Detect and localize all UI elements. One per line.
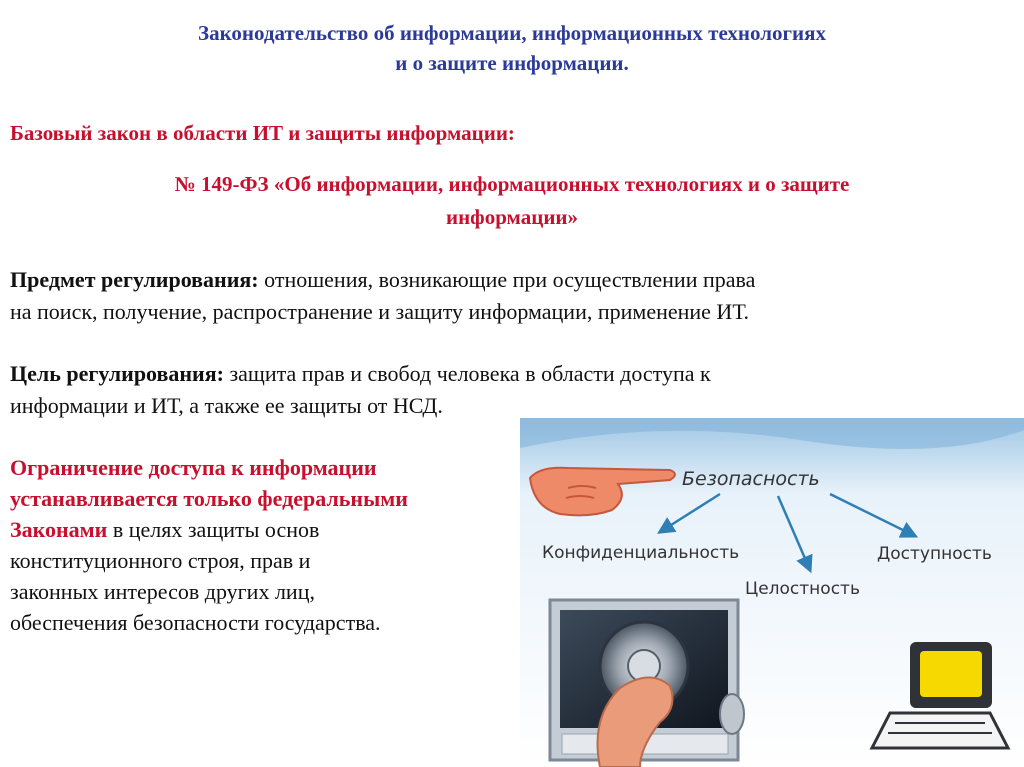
goal-text-1: защита прав и свобод человека в области доступа к [223, 361, 711, 386]
subject-paragraph [10, 264, 1010, 328]
restriction-line-3-rest: в целях защиты основ [107, 517, 320, 542]
law-number-line-1: № 149-ФЗ «Об информации, информационных технологиях и о защите [174, 172, 850, 196]
restriction-line-3 [10, 514, 525, 545]
restriction-red-1: Ограничение доступа к информации [10, 455, 377, 480]
restriction-paragraph [10, 452, 525, 638]
base-law-heading: Базовый закон в области ИТ и защиты информации: [10, 121, 515, 145]
slide-title [40, 18, 984, 78]
restriction-line-5: законных интересов других лиц, [10, 579, 315, 604]
restriction-line-6: обеспечения безопасности государства. [10, 610, 381, 635]
subject-label: Предмет регулирования: [10, 267, 259, 292]
law-number-line-2: информации» [445, 205, 579, 229]
goal-label: Цель регулирования: [10, 361, 224, 386]
title-line-1: Законодательство об информации, информационных технологиях [197, 21, 826, 45]
label-availability: Доступность [877, 544, 992, 564]
goal-text-2: информации и ИТ, а также ее защиты от НСД. [10, 393, 443, 418]
title-line-2: и о защите информации. [395, 51, 629, 75]
subject-text-1: отношения, возникающие при осуществлении права [258, 267, 756, 292]
label-security: Безопасность [682, 468, 820, 490]
monitor-dial-icon [550, 600, 738, 767]
restriction-line-4: конституционного строя, прав и [10, 548, 311, 573]
mouse-icon [720, 694, 744, 734]
restriction-red-2: устанавливается только федеральными [10, 486, 408, 511]
law-number [20, 168, 1004, 234]
label-confidentiality: Конфиденциальность [542, 543, 740, 563]
security-illustration [520, 418, 1024, 767]
goal-paragraph [10, 358, 1010, 422]
restriction-red-3: Законами [10, 517, 108, 542]
label-integrity: Целостность [745, 579, 860, 599]
subject-text-2: на поиск, получение, распространение и защиту информации, применение ИТ. [10, 299, 750, 324]
